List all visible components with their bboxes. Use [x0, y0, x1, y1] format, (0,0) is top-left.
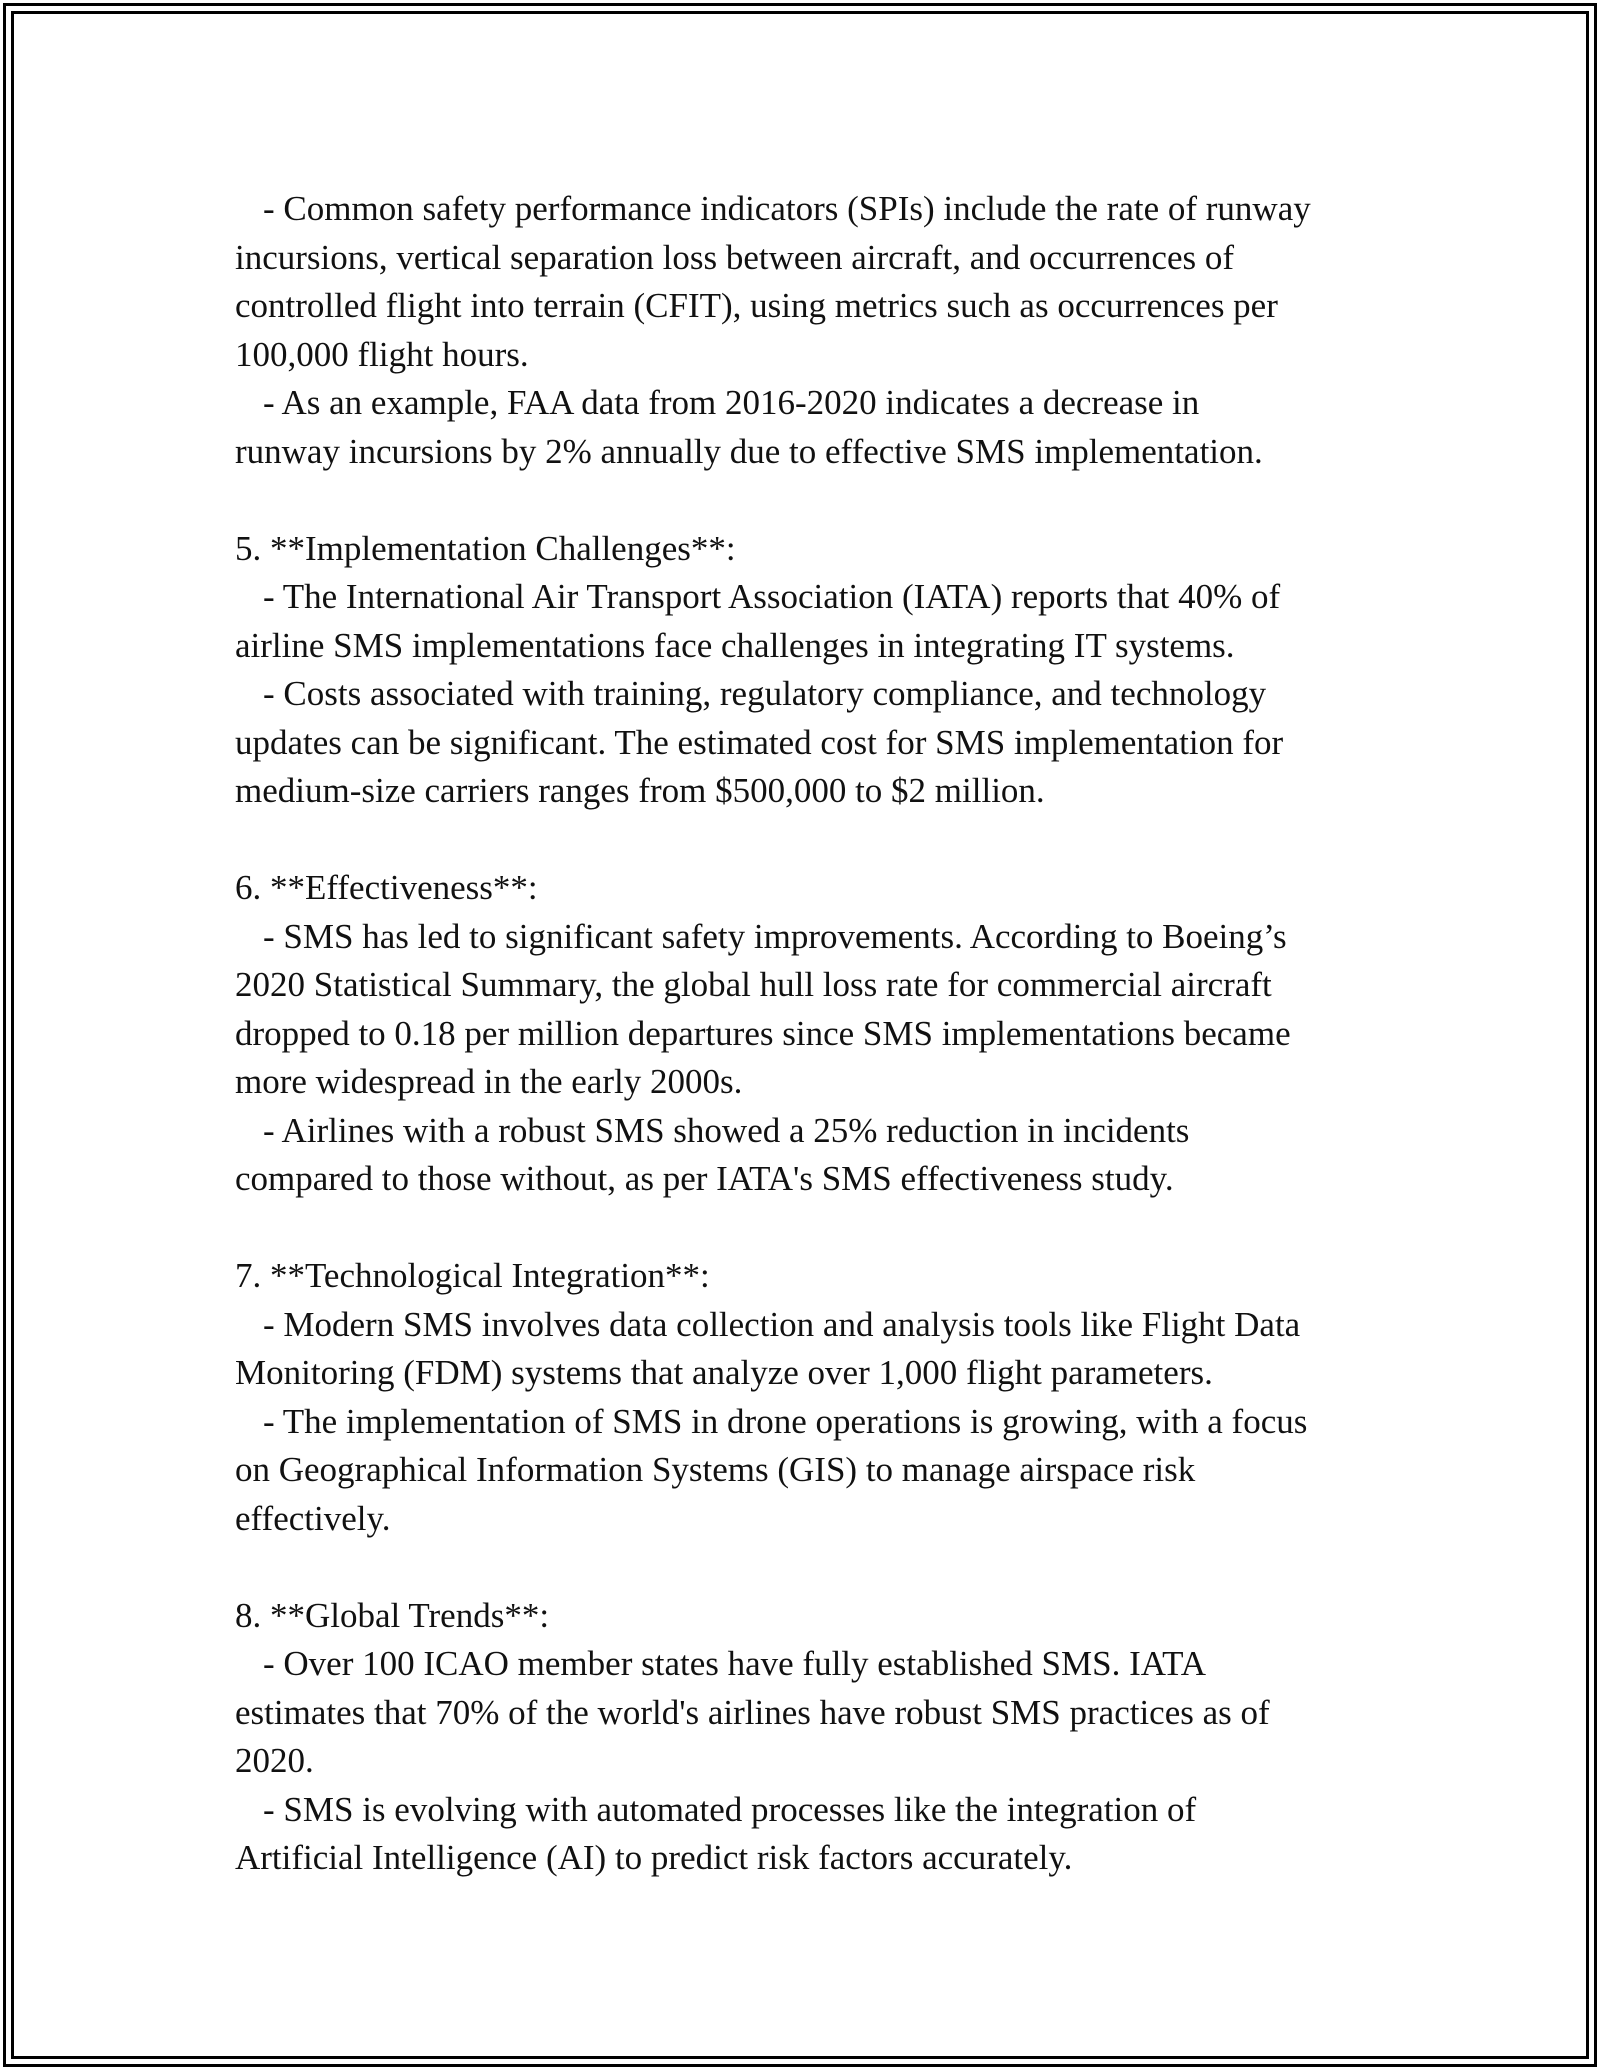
text-line: - Airlines with a robust SMS showed a 25% reduction in incidents: [263, 1110, 1190, 1150]
text-line: 2020 Statistical Summary, the global hull loss rate for commercial aircraft: [235, 965, 1272, 1004]
bullet-item: [235, 1398, 1375, 1544]
faa-paragraph: [235, 379, 1375, 476]
bullet-item: [235, 670, 1375, 816]
text-line: 100,000 flight hours.: [235, 334, 529, 374]
text-line: - The International Air Transport Association (IATA) reports that 40% of: [263, 577, 1281, 616]
section-heading: 8. **Global Trends**:: [235, 1595, 550, 1635]
text-line: - As an example, FAA data from 2016-2020 indicates a decrease in: [263, 383, 1200, 422]
text-line: on Geographical Information Systems (GIS) to manage airspace risk: [235, 1450, 1196, 1489]
bullet-item: [235, 1786, 1375, 1883]
text-line: estimates that 70% of the world's airlines have robust SMS practices as of: [235, 1692, 1270, 1732]
text-line: - SMS has led to significant safety improvements. According to Boeing’s: [263, 916, 1287, 956]
spi-paragraph: [235, 185, 1375, 379]
bullet-item: [235, 1640, 1375, 1786]
text-line: runway incursions by 2% annually due to effective SMS implementation.: [235, 431, 1263, 471]
text-line: controlled flight into terrain (CFIT), using metrics such as occurrences per: [235, 286, 1278, 325]
text-line: Artificial Intelligence (AI) to predict risk factors accurately.: [235, 1838, 1073, 1877]
section-global-trends: [235, 1592, 1375, 1883]
text-line: - Costs associated with training, regulatory compliance, and technology: [263, 674, 1267, 713]
text-line: - Modern SMS involves data collection and analysis tools like Flight Data: [263, 1304, 1301, 1344]
section-heading: 6. **Effectiveness**:: [235, 868, 538, 907]
bullet-item: [235, 913, 1375, 1107]
section-heading: 7. **Technological Integration**:: [235, 1256, 710, 1295]
bullet-item: [235, 573, 1375, 670]
section-implementation-challenges: [235, 525, 1375, 816]
text-line: - The implementation of SMS in drone operations is growing, with a focus: [263, 1401, 1308, 1441]
text-line: more widespread in the early 2000s.: [235, 1062, 743, 1101]
section-effectiveness: [235, 864, 1375, 1204]
text-line: updates can be significant. The estimated cost for SMS implementation for: [235, 722, 1284, 762]
text-line: - Common safety performance indicators (SPIs) include the rate of runway: [263, 189, 1311, 228]
bullet-item: [235, 1301, 1375, 1398]
text-line: effectively.: [235, 1498, 391, 1538]
text-line: Monitoring (FDM) systems that analyze over 1,000 flight parameters.: [235, 1353, 1213, 1392]
text-line: - Over 100 ICAO member states have fully established SMS. IATA: [263, 1644, 1207, 1683]
text-line: - SMS is evolving with automated processes like the integration of: [263, 1789, 1197, 1829]
section-technological-integration: [235, 1252, 1375, 1543]
bullet-item: [235, 1107, 1375, 1204]
text-line: dropped to 0.18 per million departures since SMS implementations became: [235, 1013, 1291, 1053]
document-body: [235, 185, 1375, 1883]
text-line: compared to those without, as per IATA's SMS effectiveness study.: [235, 1159, 1174, 1198]
text-line: airline SMS implementations face challenges in integrating IT systems.: [235, 625, 1235, 665]
text-line: 2020.: [235, 1741, 314, 1780]
text-line: incursions, vertical separation loss between aircraft, and occurrences of: [235, 237, 1235, 277]
text-line: medium-size carriers ranges from $500,000 to $2 million.: [235, 771, 1045, 810]
section-heading: 5. **Implementation Challenges**:: [235, 528, 736, 568]
